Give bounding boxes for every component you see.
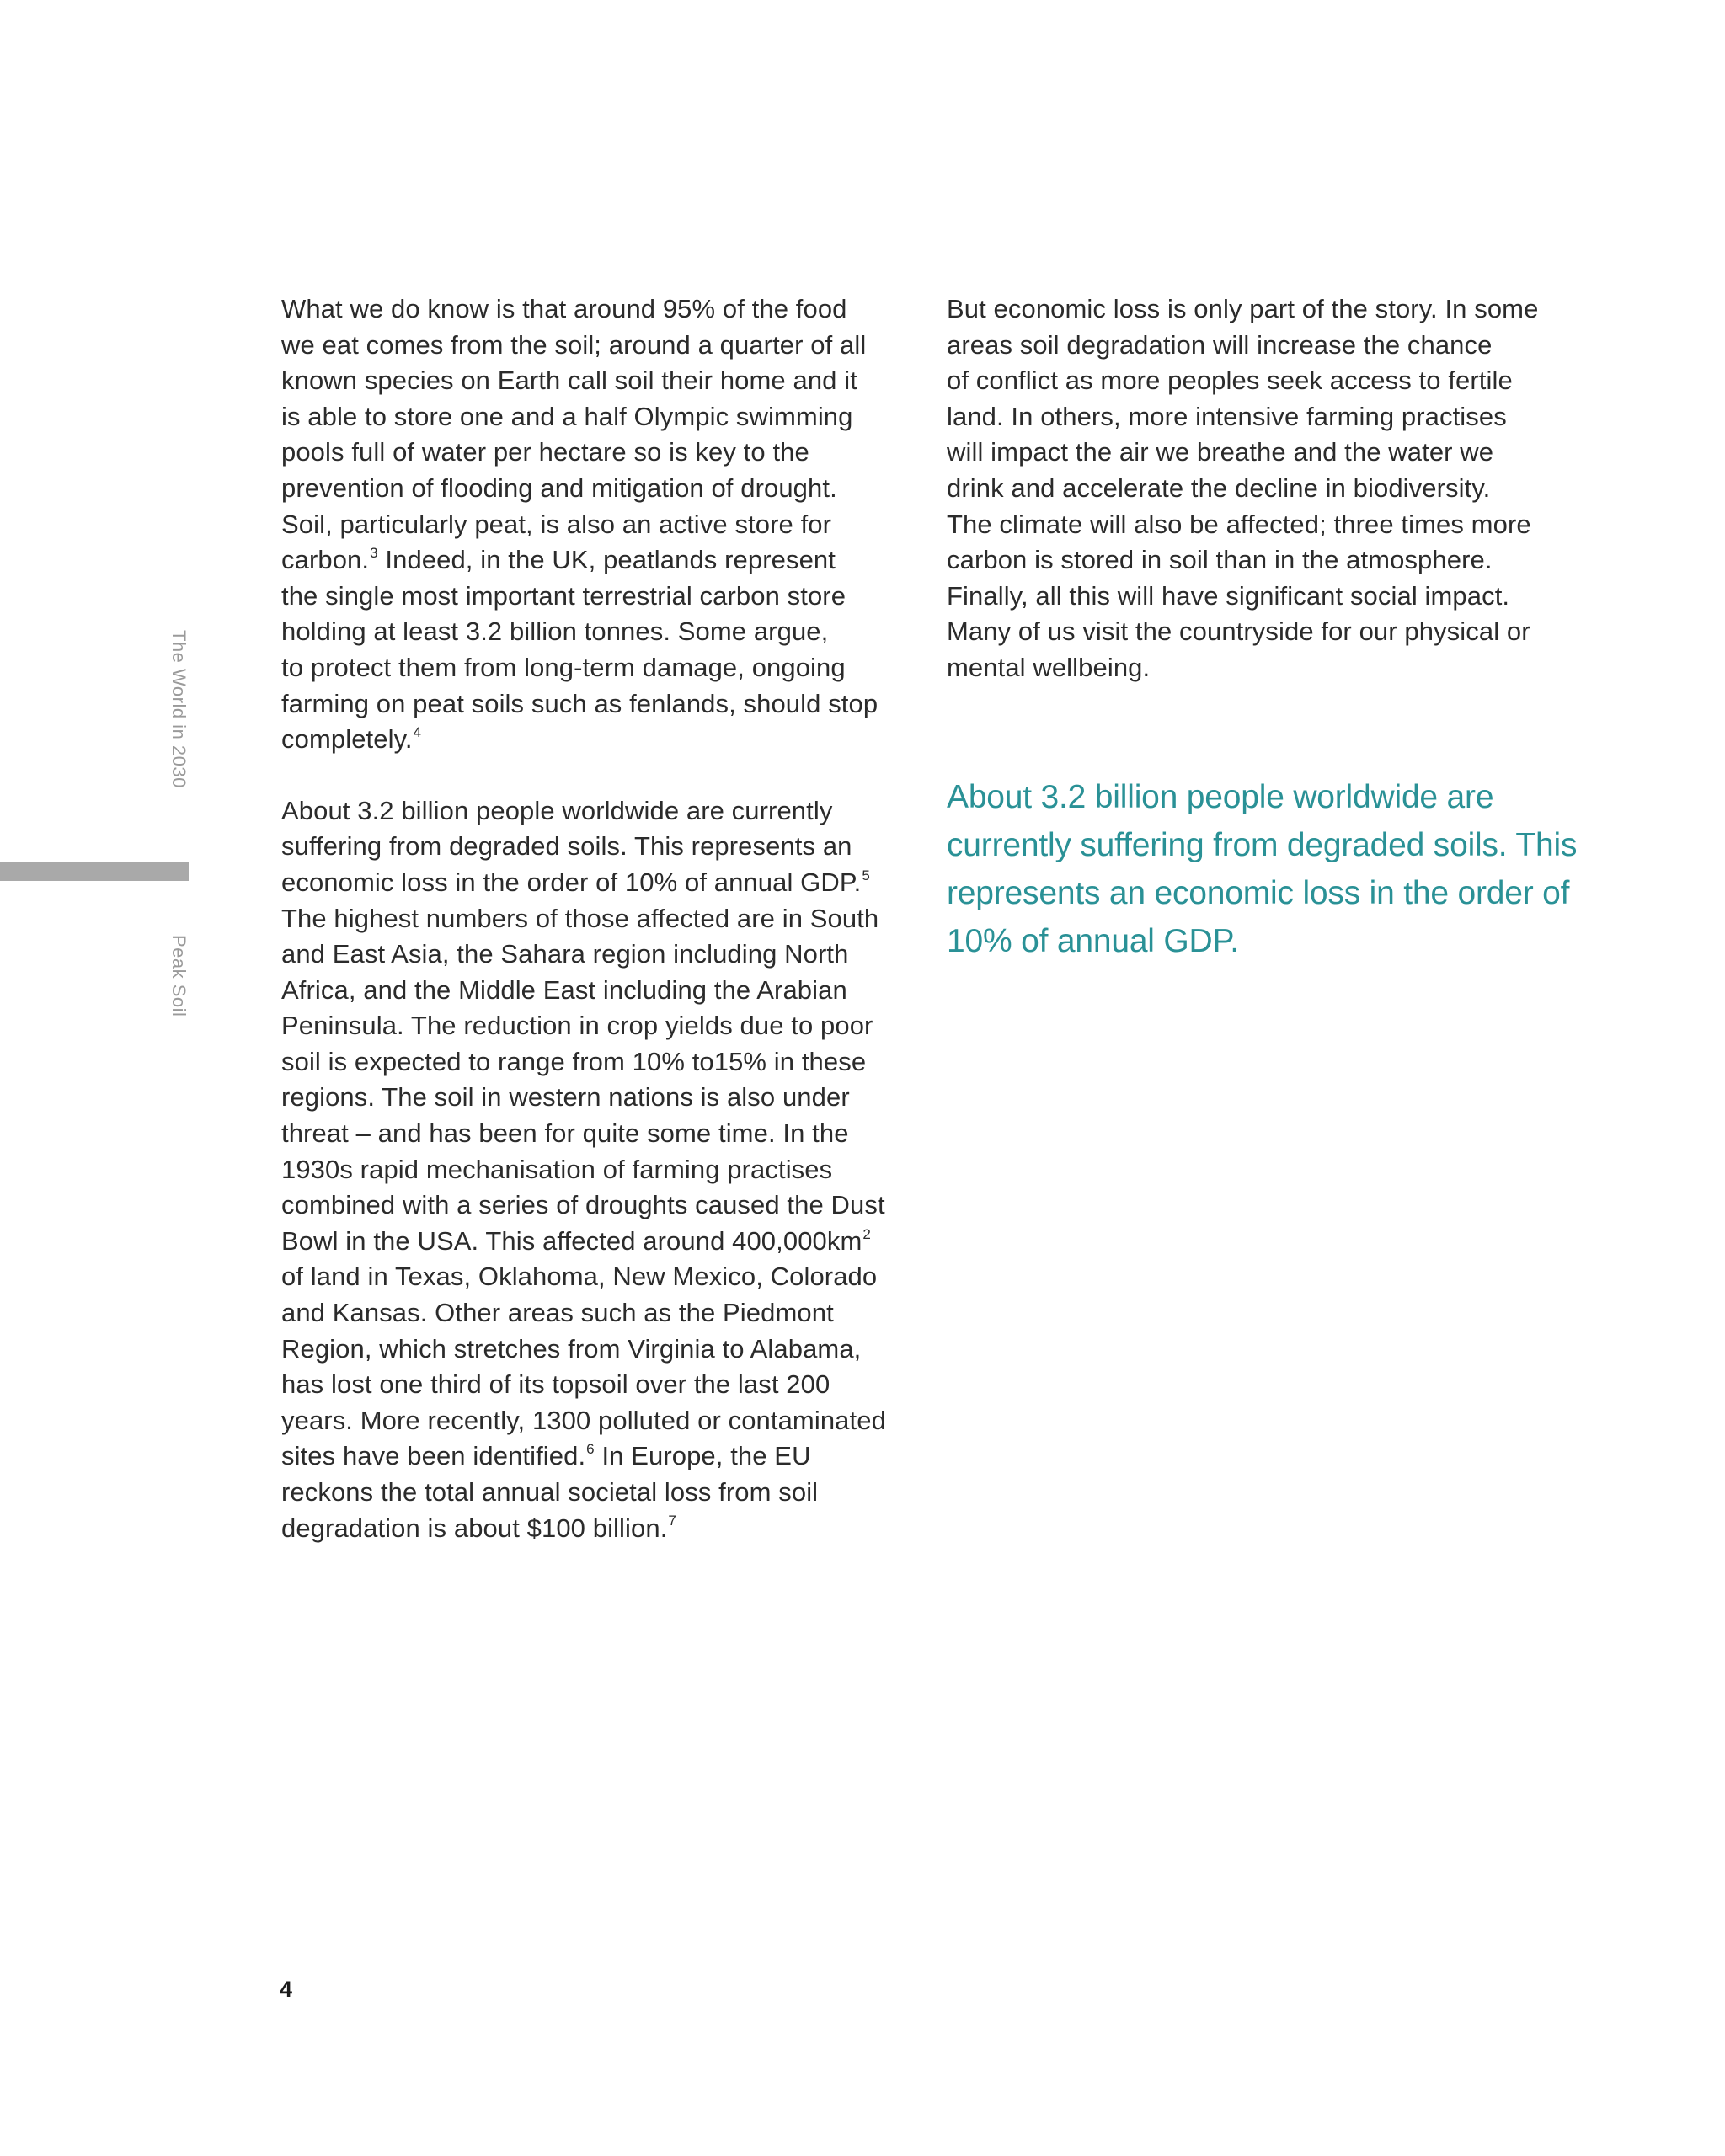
text-line <box>281 1224 896 1260</box>
text-line: and East Asia, the Sahara region including North <box>281 939 849 969</box>
text-line: Soil, particularly peat, is also an active store for <box>281 509 832 539</box>
text-line: suffering from degraded soils. This represents an <box>281 831 852 862</box>
text-line: About 3.2 billion people worldwide are currently <box>281 795 833 825</box>
body-paragraph <box>281 291 896 758</box>
text-line: is able to store one and a half Olympic swimming <box>281 401 853 431</box>
right-column <box>947 291 1553 686</box>
text-line: threat – and has been for quite some time. In the <box>281 1118 849 1149</box>
text-fragment: In Europe, the EU <box>594 1441 811 1471</box>
text-line: the single most important terrestrial carbon store <box>281 580 846 611</box>
text-fragment: sites have been identified. <box>281 1441 586 1471</box>
footnote-ref: 7 <box>668 1513 676 1529</box>
text-line: and Kansas. Other areas such as the Piedmont <box>281 1298 834 1328</box>
text-line <box>281 722 896 758</box>
text-line: Region, which stretches from Virginia to Alabama, <box>281 1333 862 1364</box>
text-line: of conflict as more peoples seek access to fertile <box>947 366 1513 396</box>
body-paragraph <box>947 291 1553 686</box>
text-line <box>281 1511 896 1547</box>
text-line: of land in Texas, Oklahoma, New Mexico, Colorado <box>281 1262 878 1292</box>
text-line: years. More recently, 1300 polluted or contaminated <box>281 1405 886 1435</box>
text-line: Africa, and the Middle East including the Arabian <box>281 974 847 1005</box>
text-line: combined with a series of droughts caused the Dust <box>281 1190 885 1220</box>
text-line: will impact the air we breathe and the water we <box>947 437 1494 467</box>
text-line: 1930s rapid mechanisation of farming practises <box>281 1154 833 1184</box>
superscript: 2 <box>862 1225 871 1242</box>
text-line: soil is expected to range from 10% to15% in these <box>281 1046 867 1076</box>
text-fragment: degradation is about $100 billion. <box>281 1513 668 1543</box>
text-line: prevention of flooding and mitigation of drought. <box>281 472 837 503</box>
footnote-ref: 5 <box>862 867 870 883</box>
text-line <box>281 1438 896 1475</box>
text-line: has lost one third of its topsoil over the last 200 <box>281 1369 830 1400</box>
text-fragment: economic loss in the order of 10% of annual GDP. <box>281 867 862 897</box>
page-number: 4 <box>280 1977 293 2002</box>
text-line: drink and accelerate the decline in biodiversity. <box>947 472 1491 503</box>
text-line: Many of us visit the countryside for our physical or <box>947 616 1530 647</box>
text-line: reckons the total annual societal loss from soil <box>281 1477 819 1507</box>
text-line: land. In others, more intensive farming practises <box>947 401 1507 431</box>
text-line: we eat comes from the soil; around a quarter of all <box>281 329 867 360</box>
pull-quote-line: represents an economic loss in the order of <box>947 875 1570 911</box>
text-line: pools full of water per hectare so is key to the <box>281 437 809 467</box>
text-line: known species on Earth call soil their home and it <box>281 366 857 396</box>
text-line: mental wellbeing. <box>947 652 1151 682</box>
text-line: The highest numbers of those affected are in South <box>281 903 879 933</box>
footnote-ref: 6 <box>586 1441 595 1458</box>
text-line: Finally, all this will have significant social impact. <box>947 580 1510 611</box>
text-line: farming on peat soils such as fenlands, should stop <box>281 688 879 718</box>
text-fragment: Bowl in the USA. This affected around 400,000km <box>281 1225 862 1256</box>
footnote-ref: 4 <box>413 723 422 740</box>
section-title: Peak Soil <box>168 935 190 1017</box>
text-fragment: carbon. <box>281 545 370 575</box>
text-line: The climate will also be affected; three times more <box>947 509 1531 539</box>
pull-quote <box>947 773 1578 965</box>
text-line: holding at least 3.2 billion tonnes. Some argue, <box>281 616 829 647</box>
text-line: But economic loss is only part of the story. In some <box>947 294 1539 323</box>
pull-quote-line: currently suffering from degraded soils. This <box>947 827 1578 863</box>
text-fragment: completely. <box>281 724 413 755</box>
text-line: carbon is stored in soil than in the atmosphere. <box>947 545 1493 575</box>
section-marker-bar <box>0 862 189 881</box>
text-line: areas soil degradation will increase the chance <box>947 329 1493 360</box>
body-paragraph <box>281 793 896 1546</box>
text-line: regions. The soil in western nations is also under <box>281 1082 850 1113</box>
pull-quote-line: 10% of annual GDP. <box>947 923 1239 959</box>
text-line <box>281 542 896 579</box>
text-line <box>281 865 896 901</box>
footnote-ref: 3 <box>370 544 378 561</box>
text-line: to protect them from long-term damage, ongoing <box>281 652 846 682</box>
pull-quote-line: About 3.2 billion people worldwide are <box>947 779 1494 815</box>
publication-title: The World in 2030 <box>168 630 190 788</box>
text-line: What we do know is that around 95% of the food <box>281 294 847 323</box>
left-column <box>281 291 896 1546</box>
text-fragment: Indeed, in the UK, peatlands represent <box>377 545 836 575</box>
text-line: Peninsula. The reduction in crop yields due to poor <box>281 1011 873 1041</box>
